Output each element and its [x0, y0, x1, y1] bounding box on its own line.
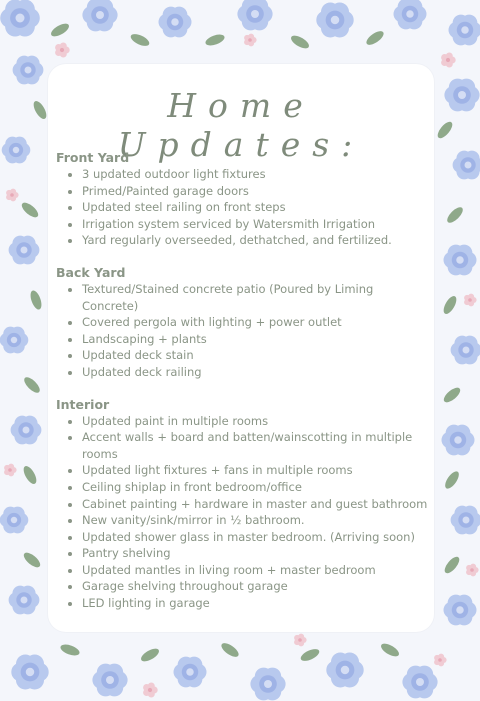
leaf-sprig-icon — [21, 550, 42, 570]
list-item: • Garage shelving throughout garage — [82, 578, 430, 595]
blue-peony-icon — [444, 79, 479, 112]
blue-peony-icon — [13, 56, 44, 85]
bullet-list — [56, 281, 430, 381]
list-item: • Covered pergola with lighting + power outlet — [82, 314, 430, 331]
leaf-sprig-icon — [219, 641, 241, 660]
blue-peony-icon — [451, 336, 480, 365]
pink-blossom-icon — [434, 654, 447, 667]
pink-blossom-icon — [6, 189, 19, 202]
blue-peony-icon — [237, 0, 272, 30]
list-item: • Landscaping + plants — [82, 331, 430, 348]
list-item: • New vanity/sink/mirror in ½ bathroom. — [82, 512, 430, 529]
blue-peony-icon — [11, 655, 48, 690]
leaf-sprig-icon — [129, 32, 151, 49]
leaf-sprig-icon — [49, 21, 71, 39]
leaf-sprig-icon — [435, 119, 455, 140]
list-item: • Updated paint in multiple rooms — [82, 413, 430, 430]
leaf-sprig-icon — [299, 647, 321, 664]
list-item: • 3 updated outdoor light fixtures — [82, 166, 430, 183]
list-item: • Yard regularly overseeded, dethatched, and fertilized. — [82, 232, 430, 249]
blue-peony-icon — [449, 15, 480, 46]
blue-peony-icon — [444, 245, 477, 276]
leaf-sprig-icon — [443, 469, 462, 491]
page-title: Home Updates: — [117, 86, 365, 164]
leaf-sprig-icon — [445, 205, 466, 226]
list-item: • Updated steel railing on front steps — [82, 199, 430, 216]
list-item: • Updated deck stain — [82, 347, 430, 364]
blue-peony-icon — [9, 586, 40, 615]
leaf-sprig-icon — [379, 641, 401, 659]
leaf-sprig-icon — [442, 554, 462, 575]
blue-peony-icon — [394, 0, 427, 29]
blue-peony-icon — [250, 668, 285, 701]
leaf-sprig-icon — [441, 294, 459, 316]
list-item: • Updated deck railing — [82, 364, 430, 381]
blue-peony-icon — [0, 507, 28, 534]
blue-peony-icon — [316, 3, 353, 38]
blue-peony-icon — [11, 416, 42, 445]
pink-blossom-icon — [464, 294, 477, 307]
list-item: • Irrigation system serviced by Watersmith Irrigation — [82, 216, 430, 233]
blue-peony-icon — [442, 425, 475, 456]
pink-blossom-icon — [143, 683, 158, 698]
blue-peony-icon — [82, 0, 117, 31]
pink-blossom-icon — [244, 34, 257, 47]
blue-peony-icon — [326, 653, 363, 688]
pink-blossom-icon — [55, 43, 70, 58]
list-item: • Ceiling shiplap in front bedroom/office — [82, 479, 430, 496]
leaf-sprig-icon — [364, 29, 386, 48]
blue-peony-icon — [174, 657, 207, 688]
pink-blossom-icon — [294, 634, 307, 647]
section-interior — [56, 397, 430, 612]
list-item: • Updated mantles in living room + master bedroom — [82, 562, 430, 579]
content-card — [48, 64, 434, 632]
leaf-sprig-icon — [441, 385, 462, 405]
leaf-sprig-icon — [28, 289, 43, 311]
blue-peony-icon — [444, 595, 477, 626]
section-heading: Front Yard — [56, 150, 130, 165]
list-item: • Cabinet painting + hardware in master and guest bathroom — [82, 496, 430, 513]
section-back-yard — [56, 265, 430, 381]
bullet-list — [56, 166, 430, 249]
updates-list — [56, 150, 430, 628]
list-item: • Textured/Stained concrete patio (Poured by Liming Concrete) — [82, 281, 430, 314]
list-item: • Accent walls + board and batten/wainscotting in multiple rooms — [82, 429, 430, 462]
list-item: • Updated shower glass in master bedroom. (Arriving soon) — [82, 529, 430, 546]
leaf-sprig-icon — [139, 646, 161, 664]
leaf-sprig-icon — [22, 375, 43, 396]
leaf-sprig-icon — [59, 642, 81, 657]
section-heading: Interior — [56, 396, 110, 412]
blue-peony-icon — [159, 7, 192, 38]
section-heading: Back Yard — [56, 264, 126, 280]
blue-peony-icon — [0, 327, 28, 354]
pink-blossom-icon — [466, 564, 479, 577]
section-front-yard — [56, 150, 430, 249]
blue-peony-icon — [451, 506, 480, 535]
blue-peony-icon — [2, 137, 31, 164]
leaf-sprig-icon — [21, 464, 39, 486]
blue-peony-icon — [402, 666, 437, 699]
list-item: • Primed/Painted garage doors — [82, 183, 430, 200]
pink-blossom-icon — [441, 53, 456, 68]
bullet-list — [56, 413, 430, 612]
list-item: • LED lighting in garage — [82, 595, 430, 612]
leaf-sprig-icon — [19, 200, 40, 220]
list-item: • Updated light fixtures + fans in multiple rooms — [82, 462, 430, 479]
leaf-sprig-icon — [289, 33, 311, 51]
blue-peony-icon — [453, 151, 480, 180]
leaf-sprig-icon — [31, 99, 49, 121]
pink-blossom-icon — [4, 464, 17, 477]
blue-peony-icon — [92, 664, 127, 697]
list-item: • Pantry shelving — [82, 545, 430, 562]
leaf-sprig-icon — [204, 32, 226, 47]
blue-peony-icon — [9, 236, 40, 265]
blue-peony-icon — [0, 0, 40, 36]
